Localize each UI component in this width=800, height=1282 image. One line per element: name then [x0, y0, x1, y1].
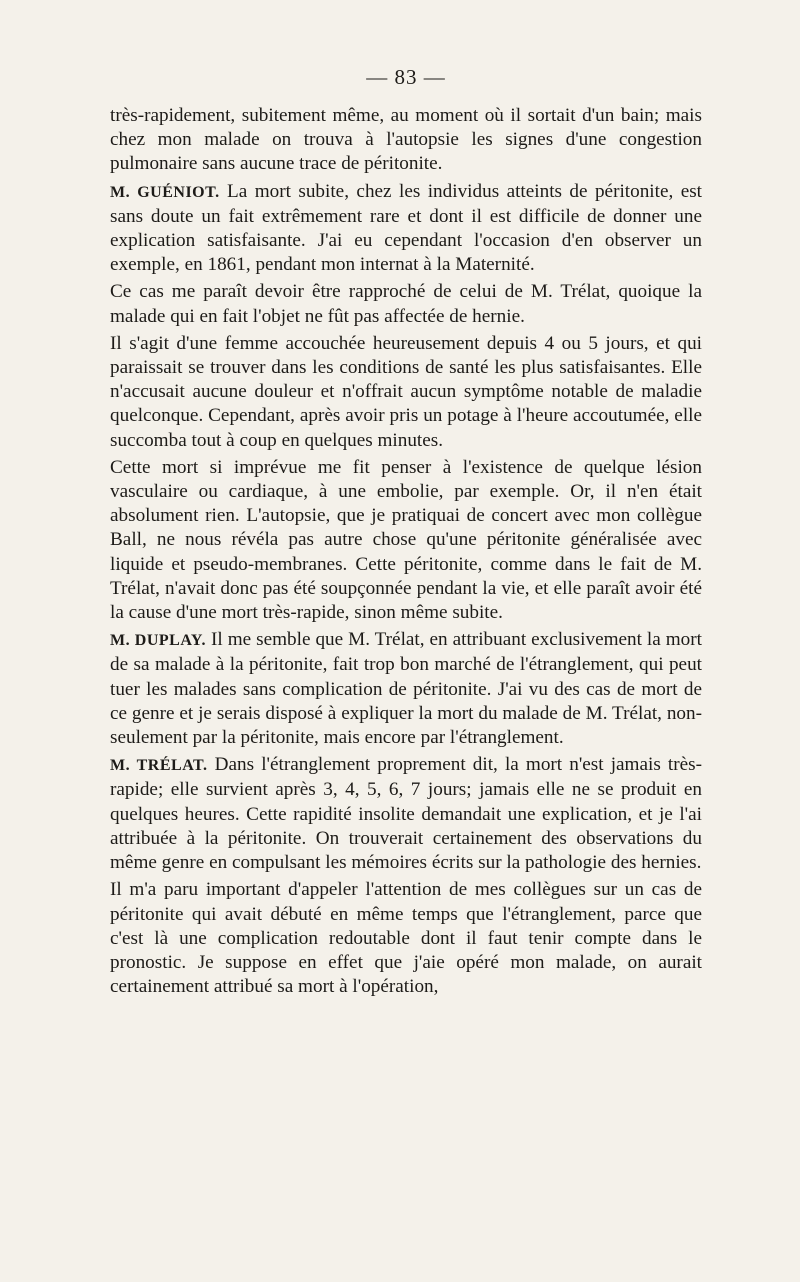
paragraph-1-text: très-rapidement, subitement même, au moment où il sortait d'un bain; mais chez mon malade on trouva à l'autopsie les signes d'une congestion pulmonaire sans aucune trace de péritonite. [110, 105, 702, 175]
paragraph-8 [110, 878, 702, 999]
speaker-trelat: M. TRÉLAT. [110, 757, 208, 775]
paragraph-4-text: Il s'agit d'une femme accouchée heureusement depuis 4 ou 5 jours, et qui paraissait se trouver dans les conditions de santé les plus satisfaisantes. Elle n'accusait aucune douleur et n'offrait aucun symptôme notable de maladie quelconque. Cependant, après avoir pris un potage à l'heure accoutumée, elle succomba tout à coup en quelques minutes. [110, 332, 702, 451]
paragraph-5 [110, 456, 702, 625]
paragraph-1 [110, 104, 702, 177]
speaker-gueniot: M. GUÉNIOT. [110, 183, 220, 201]
paragraph-6 [110, 628, 702, 750]
paragraph-5-text: Cette mort si imprévue me fit penser à l'existence de quelque lésion vasculaire ou cardiaque, à une embolie, par exemple. Or, il n'en était absolument rien. L'autopsie, que je pratiquai de concert avec mon collègue Ball, ne nous révéla pas autre chose qu'une péritonite généralisée avec liquide et pseudo-membranes. Cette péritonite, comme dans le fait de M. Trélat, n'avait donc pas été soupçonnée pendant la vie, et elle paraît avoir été la cause d'une mort très-rapide, sinon même subite. [110, 456, 702, 624]
paragraph-3-text: Ce cas me paraît devoir être rapproché de celui de M. Trélat, quoique la malade qui en fait l'objet ne fût pas affectée de hernie. [110, 281, 702, 327]
paragraph-4 [110, 332, 702, 453]
paragraph-7 [110, 753, 702, 875]
paragraph-7-text: Dans l'étranglement proprement dit, la mort n'est jamais très-rapide; elle survient après 3, 4, 5, 6, 7 jours; jamais elle ne se produit en quelques heures. Cette rapidité insolite demandait une explication, et je l'ai attribuée à la péritonite. On trouverait certainement des observations du même genre en compulsant les mémoires écrits sur la pathologie des hernies. [110, 754, 702, 874]
paragraph-2 [110, 180, 702, 278]
paragraph-6-text: Il me semble que M. Trélat, en attribuant exclusivement la mort de sa malade à la péritonite, fait trop bon marché de l'étranglement, qui peut tuer les malades sans complication de péritonite. J'ai vu des cas de mort de ce genre et je serais disposé à expliquer la mort du malade de M. Trélat, non-seulement par la péritonite, mais encore par l'étranglement. [110, 629, 703, 749]
paragraph-3 [110, 280, 702, 328]
paragraph-8-text: Il m'a paru important d'appeler l'attention de mes collègues sur un cas de péritonite qui avait débuté en même temps que l'étranglement, parce que c'est là une complication redoutable dont il faut tenir compte dans le pronostic. Je suppose en effet que j'aie opéré mon malade, on aurait certainement attribué sa mort à l'opération, [110, 879, 702, 998]
page-body [110, 104, 702, 999]
page-number: — 83 — [366, 65, 446, 89]
paragraph-2-text: La mort subite, chez les individus atteints de péritonite, est sans doute un fait extrêmement rare et dont il est difficile de donner une explication satisfaisante. J'ai eu cependant l'occasion d'en observer un exemple, en 1861, pendant mon internat à la Maternité. [110, 180, 703, 276]
speaker-duplay: M. DUPLAY. [110, 632, 207, 650]
